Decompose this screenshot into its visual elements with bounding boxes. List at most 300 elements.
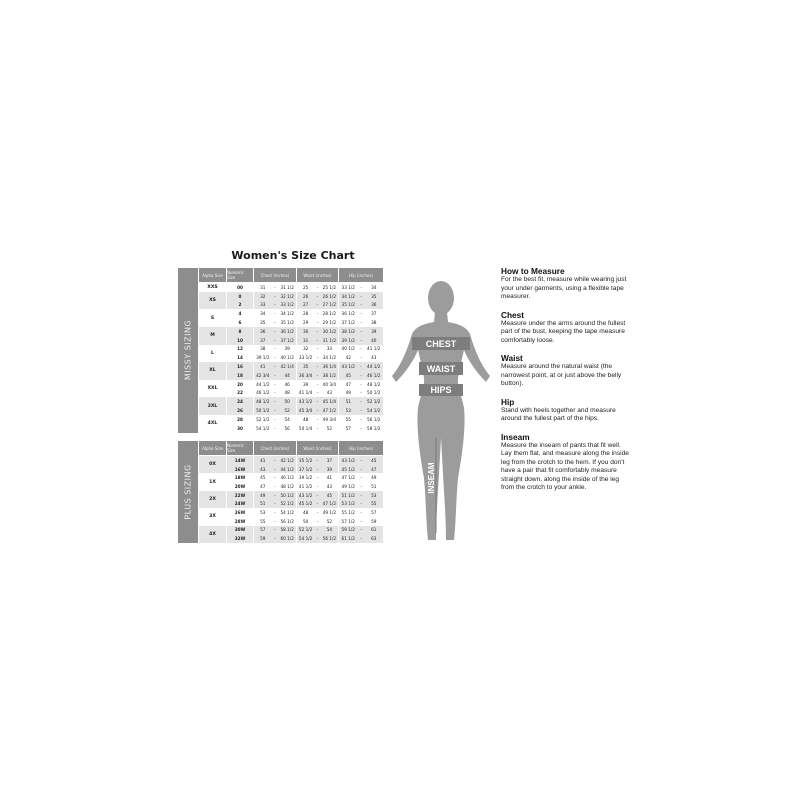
header-cell: Numeric Size (227, 441, 253, 455)
table-header (199, 441, 389, 455)
hip-max: 58 1/2 (367, 425, 381, 431)
hip-max: 50 1/2 (367, 390, 381, 396)
header-cell: Chest (inches) (254, 268, 296, 282)
chest-range (254, 508, 296, 517)
size-rows (227, 309, 389, 327)
table-row (227, 424, 389, 433)
chest-min: 46 1/2 (256, 390, 270, 396)
hip-max: 51 (371, 483, 377, 489)
chest-range (254, 371, 296, 380)
waist-range (297, 292, 338, 301)
chest-dash: - (274, 536, 276, 542)
waist-dash: - (316, 536, 319, 542)
chest-min: 34 (260, 311, 266, 317)
waist-dash: - (316, 355, 319, 361)
table-row (227, 534, 389, 543)
hip-min: 57 1/2 (341, 518, 355, 524)
waist-range (297, 371, 338, 380)
table-row (227, 362, 389, 371)
hip-max: 35 (371, 293, 377, 299)
chest-min: 32 (260, 293, 266, 299)
hip-range (339, 301, 383, 310)
table-row (227, 397, 389, 406)
hip-min: 45 1/2 (341, 466, 355, 472)
header-cell: Numeric Size (227, 268, 253, 282)
chest-min: 57 (260, 527, 266, 533)
size-group (199, 456, 389, 473)
waist-range (297, 362, 338, 371)
chest-min: 35 (260, 320, 266, 326)
hip-min: 53 1/2 (341, 501, 355, 507)
waist-dash: - (316, 483, 319, 489)
numeric-size: 22 (237, 390, 243, 396)
chest-dash: - (274, 364, 276, 370)
waist-max: 47 1/2 (322, 501, 337, 507)
waist-min: 31 (302, 337, 309, 343)
waist-range (297, 526, 338, 535)
waist-range (297, 301, 338, 310)
waist-min: 27 (302, 302, 309, 308)
waist-range (297, 491, 338, 500)
waist-range (297, 517, 338, 526)
hip-min: 57 (345, 425, 351, 431)
hip-min: 49 (345, 390, 351, 396)
table-row (227, 406, 389, 415)
header-cell: Waist (inches) (297, 441, 338, 455)
waist-range (297, 456, 338, 465)
guide-text-inseam: Measure the inseam of pants that fit well. Lay them flat, and measure along the inside leg from the crotch to the hem. If you don't have a pair that fit comfortably measure straight down, along the inside of the leg from the crotch to your ankle. (501, 441, 629, 491)
guide-heading-hip: Hip (501, 396, 515, 407)
table-row (227, 482, 389, 491)
chest-max: 50 1/2 (280, 492, 294, 498)
waist-min: 45 3/4 (298, 408, 313, 414)
size-group (199, 327, 389, 345)
chest-min: 37 (260, 337, 266, 343)
chest-dash: - (274, 293, 276, 299)
chest-range (254, 397, 296, 406)
alpha-size: XXS (207, 284, 218, 290)
waist-dash: - (316, 302, 319, 308)
hip-dash: - (360, 293, 362, 299)
header-cell: Alpha Size (199, 441, 226, 455)
waist-dash: - (316, 346, 319, 352)
chest-dash: - (274, 475, 276, 481)
waist-range (297, 473, 338, 482)
size-rows (227, 456, 389, 473)
chest-range (254, 362, 296, 371)
chest-max: 46 (284, 381, 290, 387)
chest-max: 42 1/2 (280, 457, 294, 463)
header-cell: Waist (inches) (297, 268, 338, 282)
chest-max: 58 1/2 (280, 527, 294, 533)
numeric-size: 24W (227, 499, 253, 508)
waist-max: 52 (326, 518, 333, 524)
waist-max: 43 (326, 390, 333, 396)
chest-range (254, 353, 296, 362)
chest-dash: - (274, 355, 276, 361)
chest-min: 45 (260, 475, 266, 481)
waist-min: 43 1/2 (298, 399, 313, 405)
hip-max: 57 (371, 510, 377, 516)
hip-min: 53 (345, 408, 351, 414)
chest-min: 52 1/2 (256, 416, 270, 422)
hip-max: 44 1/2 (367, 364, 381, 370)
waist-min: 30 (302, 328, 309, 334)
hip-max: 37 (371, 311, 377, 317)
hip-min: 47 (345, 381, 351, 387)
chest-max: 48 1/2 (280, 483, 294, 489)
numeric-size: 10 (227, 336, 253, 345)
numeric-size: 12 (237, 346, 243, 352)
chest-max: 52 (284, 408, 290, 414)
chest-max: 32 1/2 (280, 293, 294, 299)
hip-min: 51 (345, 399, 351, 405)
size-group (199, 380, 389, 398)
chest-dash: - (274, 311, 276, 317)
waist-min: 41 1/4 (298, 390, 313, 396)
hip-min: 45 (345, 372, 351, 378)
waist-range (297, 465, 338, 474)
waist-min: 36 3/4 (298, 372, 313, 378)
hip-range (339, 371, 383, 380)
hip-range (339, 499, 383, 508)
table-row (227, 309, 389, 318)
waist-min: 50 (302, 518, 309, 524)
chest-dash: - (274, 372, 276, 378)
waist-max: 30 1/2 (322, 328, 337, 334)
hip-min: 51 1/2 (341, 492, 355, 498)
chest-max: 56 1/2 (280, 518, 294, 524)
size-rows (227, 292, 389, 310)
size-rows (227, 380, 389, 398)
chest-min: 31 (260, 284, 266, 290)
hip-dash: - (360, 390, 362, 396)
alpha-size: 1X (209, 479, 216, 485)
chest-max: 52 1/2 (280, 501, 294, 507)
waist-dash: - (316, 475, 319, 481)
waist-dash: - (316, 457, 319, 463)
hip-min: 35 1/2 (341, 302, 355, 308)
waist-max: 37 (326, 457, 333, 463)
hip-max: 47 (371, 466, 377, 472)
alpha-size: 2X (199, 491, 226, 508)
table-row (227, 353, 389, 362)
guide-heading-inseam: Inseam (501, 431, 530, 442)
hip-min: 34 1/2 (341, 293, 355, 299)
hip-range (339, 362, 383, 371)
numeric-size: 22W (227, 491, 253, 500)
hip-max: 63 (371, 536, 377, 542)
chest-min: 33 (260, 302, 266, 308)
size-rows (227, 345, 389, 363)
waist-min: 35 1/2 (298, 457, 313, 463)
waist-range (297, 415, 338, 424)
hip-range (339, 309, 383, 318)
chest-min: 49 (260, 492, 266, 498)
hip-min: 61 1/2 (341, 536, 355, 542)
size-rows (227, 283, 389, 292)
waist-range (297, 482, 338, 491)
hip-max: 59 (371, 518, 377, 524)
waist-dash: - (316, 320, 319, 326)
chest-dash: - (274, 328, 276, 334)
waist-min: 45 1/2 (298, 501, 313, 507)
hip-dash: - (360, 510, 362, 516)
hip-dash: - (360, 518, 362, 524)
table-row (227, 526, 389, 535)
numeric-size: 14W (227, 456, 253, 465)
hip-range (339, 491, 383, 500)
chest-min: 59 (260, 536, 266, 542)
hip-range (339, 389, 383, 398)
hip-max: 38 (371, 320, 377, 326)
numeric-size: 20W (234, 483, 246, 489)
waist-max: 49 1/2 (322, 510, 337, 516)
hip-range (339, 397, 383, 406)
waist-dash: - (316, 364, 319, 370)
numeric-size: 26 (227, 406, 253, 415)
waist-min: 25 (302, 284, 309, 290)
size-rows (227, 397, 389, 415)
chest-max: 50 (284, 399, 290, 405)
chest-dash: - (274, 425, 276, 431)
hip-range (339, 465, 383, 474)
chest-range (254, 465, 296, 474)
waist-min: 52 1/2 (298, 527, 313, 533)
chest-min: 53 (260, 510, 266, 516)
hip-dash: - (360, 492, 362, 498)
chart-title: Women's Size Chart (231, 249, 355, 262)
hip-range (339, 526, 383, 535)
hip-range (339, 473, 383, 482)
chest-range (254, 327, 296, 336)
waist-range (297, 345, 338, 354)
chest-dash: - (274, 518, 276, 524)
hip-dash: - (360, 372, 362, 378)
waist-dash: - (316, 399, 319, 405)
chest-max: 60 1/2 (280, 536, 294, 542)
chest-dash: - (274, 320, 276, 326)
size-rows (227, 508, 389, 525)
size-rows (227, 473, 389, 490)
chest-max: 33 1/2 (280, 302, 294, 308)
table-row (227, 473, 389, 482)
hip-max: 34 (371, 284, 377, 290)
size-group (199, 283, 389, 292)
hip-range (339, 424, 383, 433)
waist-range (297, 508, 338, 517)
chest-dash: - (274, 381, 276, 387)
hip-dash: - (360, 475, 362, 481)
chest-min: 48 1/2 (256, 399, 270, 405)
hip-range (339, 345, 383, 354)
numeric-size: 14 (237, 355, 243, 361)
alpha-size: S (210, 315, 215, 321)
guide-text-how: For the best fit, measure while wearing just your under garments, using a flexible tape measurer. (501, 276, 627, 300)
waist-dash: - (316, 492, 319, 498)
chest-max: 54 1/2 (280, 510, 294, 516)
chest-range (254, 424, 296, 433)
hip-max: 43 (371, 355, 377, 361)
hip-max: 56 1/2 (367, 416, 381, 422)
table-row (227, 415, 389, 424)
size-group (199, 491, 389, 508)
hip-min: 36 1/2 (341, 311, 355, 317)
numeric-size: 24 (227, 397, 253, 406)
hip-max: 39 (371, 328, 377, 334)
table-row (227, 380, 389, 389)
chest-range (254, 318, 296, 327)
chest-range (254, 292, 296, 301)
chest-max: 37 1/2 (280, 337, 294, 343)
hip-min: 33 1/2 (341, 284, 355, 290)
waist-min: 39 (302, 381, 309, 387)
waist-range (297, 406, 338, 415)
size-group (199, 473, 389, 490)
chest-dash: - (274, 501, 276, 507)
numeric-size: 16W (227, 465, 253, 474)
waist-dash: - (316, 372, 319, 378)
hip-range (339, 336, 383, 345)
waist-min: 37 1/2 (298, 466, 313, 472)
hip-min: 42 (345, 355, 351, 361)
chest-range (254, 456, 296, 465)
chest-range (254, 415, 296, 424)
hip-max: 48 1/2 (367, 381, 381, 387)
table-row (227, 508, 389, 517)
table-row (227, 371, 389, 380)
hip-range (339, 415, 383, 424)
waist-max: 43 (326, 483, 333, 489)
hip-min: 38 1/2 (341, 328, 355, 334)
hip-range (339, 327, 383, 336)
chest-min: 41 (260, 364, 266, 370)
numeric-size: 2 (227, 301, 253, 310)
hip-max: 40 (371, 337, 377, 343)
hip-dash: - (360, 527, 362, 533)
chest-max: 56 (284, 425, 290, 431)
waist-min: 32 (302, 346, 309, 352)
size-rows (227, 526, 389, 543)
hip-min: 55 1/2 (341, 510, 355, 516)
numeric-size: 26W (234, 510, 246, 516)
chest-dash: - (274, 457, 276, 463)
chest-min: 51 (260, 501, 266, 507)
chest-min: 42 3/4 (256, 372, 270, 378)
guide-text-waist: Measure around the natural waist (the narrowest point, at or just above the belly button). (501, 363, 622, 387)
hip-dash: - (360, 457, 362, 463)
chest-max: 48 (284, 390, 290, 396)
alpha-size: XL (199, 362, 226, 380)
chest-min: 38 (260, 346, 266, 352)
waist-range (297, 353, 338, 362)
waist-range (297, 499, 338, 508)
chest-range (254, 406, 296, 415)
plus-side-label: PLUS SIZING (178, 441, 198, 543)
chest-range (254, 389, 296, 398)
size-rows (227, 491, 389, 508)
hip-range (339, 456, 383, 465)
chest-range (254, 526, 296, 535)
chest-min: 55 (260, 518, 266, 524)
hip-max: 52 1/2 (367, 399, 381, 405)
table-row (227, 318, 389, 327)
hip-range (339, 534, 383, 543)
hip-min: 43 1/2 (341, 457, 355, 463)
numeric-size: 8 (227, 327, 253, 336)
waist-max: 52 (326, 425, 333, 431)
numeric-size: 28W (234, 518, 246, 524)
chest-min: 54 1/2 (256, 425, 270, 431)
waist-label: WAIST (426, 364, 456, 374)
chest-dash: - (274, 399, 276, 405)
hip-range (339, 353, 383, 362)
hip-min: 39 1/2 (341, 337, 355, 343)
waist-range (297, 534, 338, 543)
waist-dash: - (316, 337, 319, 343)
hip-dash: - (360, 536, 362, 542)
size-group (199, 397, 389, 415)
chest-dash: - (274, 466, 276, 472)
numeric-size: 28 (237, 416, 243, 422)
table-row (227, 499, 389, 508)
guide-text-chest: Measure under the arms around the fullest part of the bust, keeping the tape measure comfortably loose. (501, 319, 626, 344)
table-row (227, 283, 389, 292)
hip-dash: - (360, 466, 362, 472)
chest-max: 44 (284, 372, 290, 378)
hip-dash: - (360, 408, 362, 414)
alpha-size: XS (199, 292, 226, 310)
chest-max: 46 1/2 (280, 475, 294, 481)
waist-max: 54 (326, 527, 333, 533)
hip-max: 55 (371, 501, 377, 507)
hip-dash: - (360, 501, 362, 507)
hip-dash: - (360, 355, 362, 361)
waist-max: 27 1/2 (322, 302, 337, 308)
waist-dash: - (316, 284, 319, 290)
chest-min: 39 1/2 (256, 355, 270, 361)
table-row (227, 336, 389, 345)
chest-max: 36 1/2 (280, 328, 294, 334)
chest-dash: - (274, 408, 276, 414)
hip-max: 46 1/2 (367, 372, 381, 378)
size-rows (227, 415, 389, 433)
size-group (199, 508, 389, 525)
waist-range (297, 327, 338, 336)
guide-heading-chest: Chest (501, 309, 525, 320)
chest-range (254, 473, 296, 482)
chest-min: 36 (260, 328, 266, 334)
chest-dash: - (274, 390, 276, 396)
waist-max: 45 (326, 492, 333, 498)
header-cell: Alpha Size (199, 268, 226, 282)
hip-range (339, 292, 383, 301)
waist-range (297, 397, 338, 406)
chest-range (254, 283, 296, 292)
waist-max: 36 1/4 (322, 364, 337, 370)
chest-max: 34 1/2 (280, 311, 294, 317)
size-group (199, 309, 389, 327)
hip-max: 36 (371, 302, 377, 308)
alpha-size: XXL (207, 386, 218, 392)
chest-min: 43 (260, 466, 266, 472)
chest-range (254, 345, 296, 354)
hip-dash: - (360, 328, 362, 334)
size-group (199, 362, 389, 380)
numeric-size: 30 (237, 425, 243, 431)
size-group (199, 345, 389, 363)
missy-size-table (178, 268, 389, 433)
